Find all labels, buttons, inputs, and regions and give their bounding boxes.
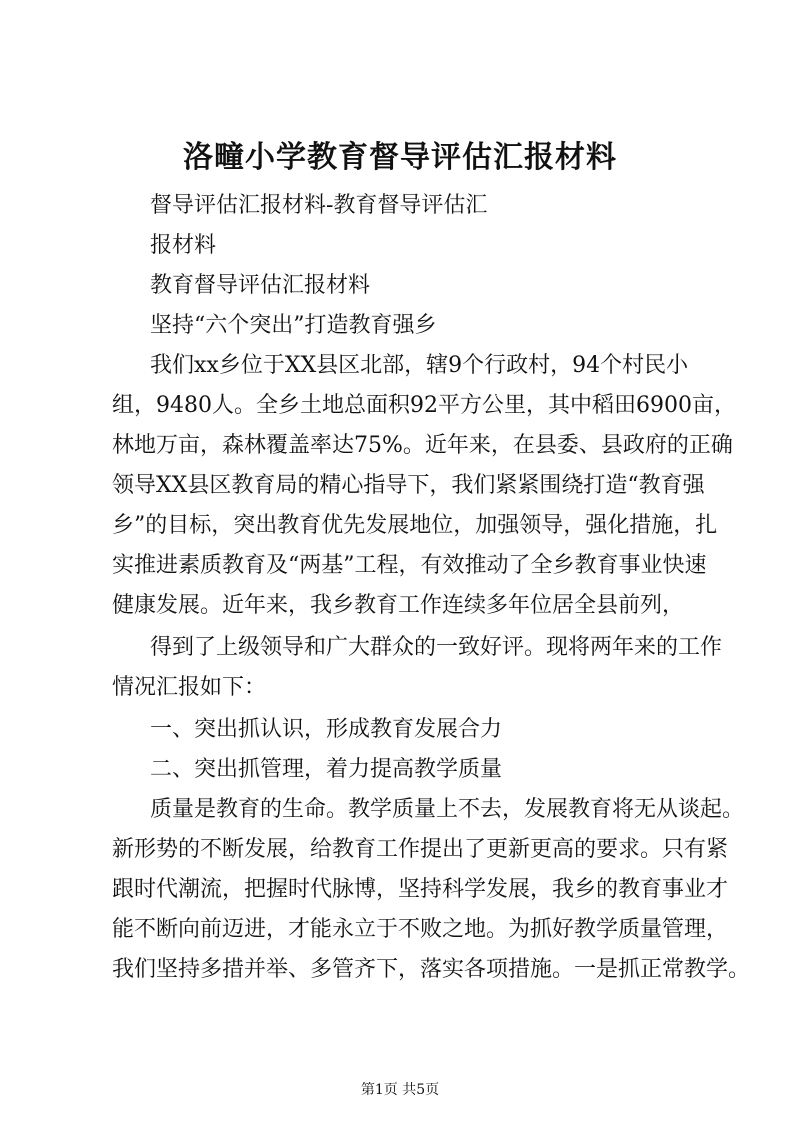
paragraph-line: 新形势的不断发展，给教育工作提出了更新更高的要求。只有紧 (112, 837, 729, 862)
paragraph-line: 情况汇报如下： (112, 675, 267, 700)
paragraph-line: 领导XX县区教育局的精心指导下，我们紧紧围绕打造“教育强 (112, 473, 705, 498)
paragraph-line: 督导评估汇报材料-教育督导评估汇 (150, 193, 488, 218)
paragraph-line: 我们xx乡位于XX县区北部，辖9个行政村，94个村民小 (150, 353, 689, 378)
section-heading: 一、突出抓认识，形成教育发展合力 (150, 717, 503, 742)
paragraph-line: 乡”的目标，突出教育优先发展地位，加强领导，强化措施，扎 (112, 513, 718, 538)
paragraph-line: 我们坚持多措并举、多管齐下，落实各项措施。一是抓正常教学。 (112, 957, 751, 982)
paragraph-line: 实推进素质教育及“两基”工程，有效推动了全乡教育事业快速 (112, 553, 707, 578)
paragraph-line: 坚持“六个突出”打造教育强乡 (150, 313, 437, 338)
paragraph-line: 林地万亩，森林覆盖率达75%。近年来，在县委、县政府的正确 (112, 433, 733, 458)
paragraph-line: 报材料 (150, 233, 217, 258)
paragraph-line: 教育督导评估汇报材料 (150, 273, 371, 298)
paragraph-line: 跟时代潮流，把握时代脉博，坚持科学发展，我乡的教育事业才 (112, 877, 729, 902)
paragraph-line: 组，9480人。全乡土地总面积92平方公里，其中稻田6900亩， (112, 393, 736, 418)
paragraph-line: 健康发展。近年来，我乡教育工作连续多年位居全县前列， (112, 593, 685, 618)
document-title: 洛疃小学教育督导评估汇报材料 (183, 140, 617, 175)
section-heading: 二、突出抓管理，着力提高教学质量 (150, 757, 503, 782)
paragraph-line: 得到了上级领导和广大群众的一致好评。现将两年来的工作 (150, 635, 723, 660)
paragraph-line: 质量是教育的生命。教学质量上不去，发展教育将无从谈起。 (150, 797, 745, 822)
page-number-footer: 第1页 共5页 (360, 1082, 440, 1098)
paragraph-line: 能不断向前迈进，才能永立于不败之地。为抓好教学质量管理， (112, 917, 729, 942)
